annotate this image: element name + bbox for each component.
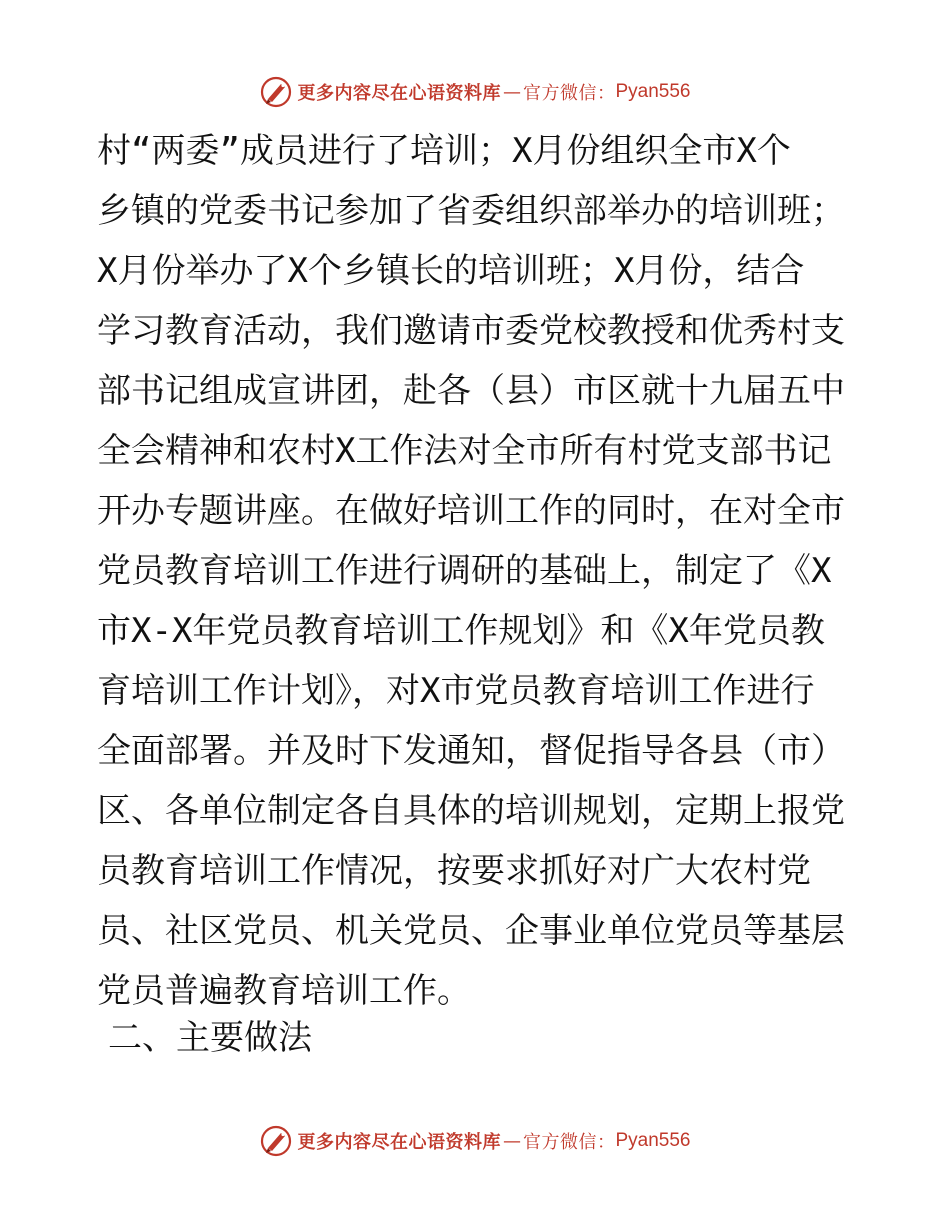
banner-separator: — (502, 81, 521, 103)
body-line-14: 员、社区党员、机关党员、企事业单位党员等基层 (97, 911, 845, 951)
footer-banner[interactable] (0, 1121, 950, 1161)
body-line-11: 全面部署。并及时下发通知，督促指导各县（市） (97, 731, 845, 771)
banner-title: 更多内容尽在心语资料库 (297, 1132, 501, 1153)
body-line-9: 市X-X年党员教育培训工作规划》和《X年党员教 (97, 611, 825, 651)
banner-wechat-label: 官方微信： (522, 83, 616, 104)
banner-separator: — (502, 1130, 521, 1152)
body-line-3: X月份举办了X个乡镇长的培训班；X月份，结合 (97, 251, 805, 291)
pen-logo-icon (259, 1124, 293, 1158)
section-heading: 二、主要做法 (108, 1018, 312, 1058)
body-paragraph (97, 121, 857, 1021)
pen-logo-icon (259, 75, 293, 109)
body-line-1: 村“两委”成员进行了培训；X月份组织全市X个 (97, 131, 791, 171)
body-line-10: 育培训工作计划》，对X市党员教育培训工作进行 (97, 671, 815, 711)
body-line-15: 党员普遍教育培训工作。 (97, 971, 471, 1011)
body-line-13: 员教育培训工作情况，按要求抓好对广大农村党 (97, 851, 811, 891)
body-line-4: 学习教育活动，我们邀请市委党校教授和优秀村支 (97, 311, 845, 351)
header-banner[interactable] (0, 72, 950, 112)
body-line-6: 全会精神和农村X工作法对全市所有村党支部书记 (97, 431, 832, 471)
banner-wechat-label: 官方微信： (522, 1132, 616, 1153)
body-line-12: 区、各单位制定各自具体的培训规划，定期上报党 (97, 791, 845, 831)
banner-wechat-id: Pyan556 (615, 1130, 691, 1151)
body-line-2: 乡镇的党委书记参加了省委组织部举办的培训班； (97, 191, 845, 231)
banner-wechat-id: Pyan556 (615, 81, 691, 102)
body-line-5: 部书记组成宣讲团，赴各（县）市区就十九届五中 (97, 371, 845, 411)
banner-title: 更多内容尽在心语资料库 (297, 83, 501, 104)
body-line-7: 开办专题讲座。在做好培训工作的同时，在对全市 (97, 491, 845, 531)
body-line-8: 党员教育培训工作进行调研的基础上，制定了《X (97, 551, 832, 591)
